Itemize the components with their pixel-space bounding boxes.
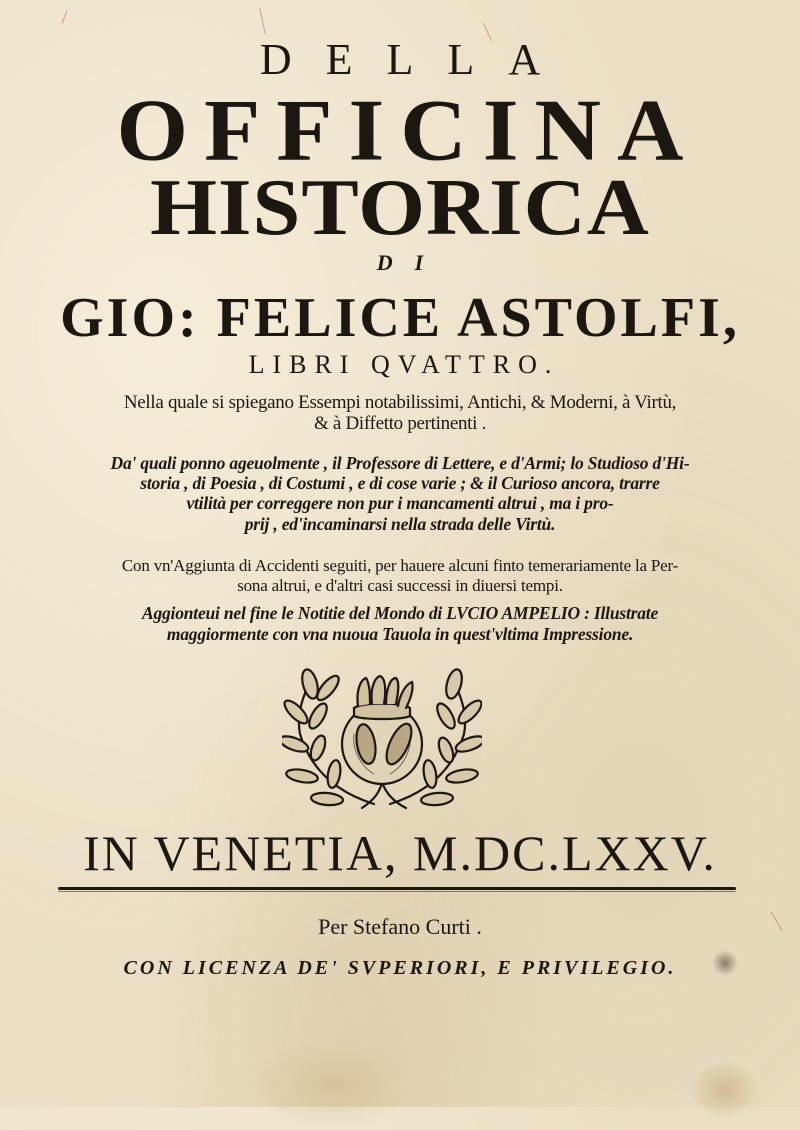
appendix-line: maggiormente con vna nuoua Tauola in quest'vltima Impressione. <box>166 624 634 644</box>
imprint-license: CON LICENZA DE' SVPERIORI, E PRIVILEGIO. <box>123 957 677 979</box>
red-mark <box>62 10 68 23</box>
readers-line: storia , di Poesia , di Costumi , e di cose varie ; & il Curioso ancora, trarre <box>140 473 660 493</box>
readers-line: vtilità per correggere non pur i mancamenti altrui , ma i pro- <box>186 493 614 513</box>
addition-line: Con vn'Aggiunta di Accidenti seguiti, per hauere alcuni finto temerariamente la Per- <box>121 556 679 575</box>
title-line-historica: HISTORICA <box>150 162 650 252</box>
addition-line: sona altrui, e d'altri casi successi in diuersi tempi. <box>237 576 563 595</box>
imprint-city-date: IN VENETIA, M.DC.LXXV. <box>83 825 717 881</box>
title-line-officina: OFFICINA <box>116 81 700 179</box>
description-line: Nella quale si spiegano Essempi notabilissimi, Antichi, & Moderni, à Virtù, <box>123 392 677 413</box>
divider-rule <box>58 887 736 890</box>
imprint-printer: Per Stefano Curti . <box>318 914 482 939</box>
paper-stain <box>250 1040 410 1130</box>
divider-rule-thin <box>58 891 736 892</box>
description-line: & à Diffetto pertinenti . <box>313 413 487 434</box>
author-name: GIO: FELICE ASTOLFI, <box>60 287 740 349</box>
pomegranate-device-icon <box>282 664 482 816</box>
red-mark <box>259 8 265 34</box>
title-line-della: DELLA <box>259 35 575 84</box>
paper-stain <box>690 1060 760 1120</box>
books-count: LIBRI QVATTRO. <box>248 350 560 379</box>
readers-line: prij , ed'incaminarsi nella strada delle Virtù. <box>244 514 556 534</box>
appendix-line: Aggionteui nel fine le Notitie del Mondo di LVCIO AMPELIO : Illustrate <box>141 603 659 623</box>
author-preposition: DI <box>376 250 446 275</box>
readers-line: Da' quali ponno ageuolmente , il Professore di Lettere, e d'Armi; lo Studioso d'Hi- <box>110 453 690 473</box>
